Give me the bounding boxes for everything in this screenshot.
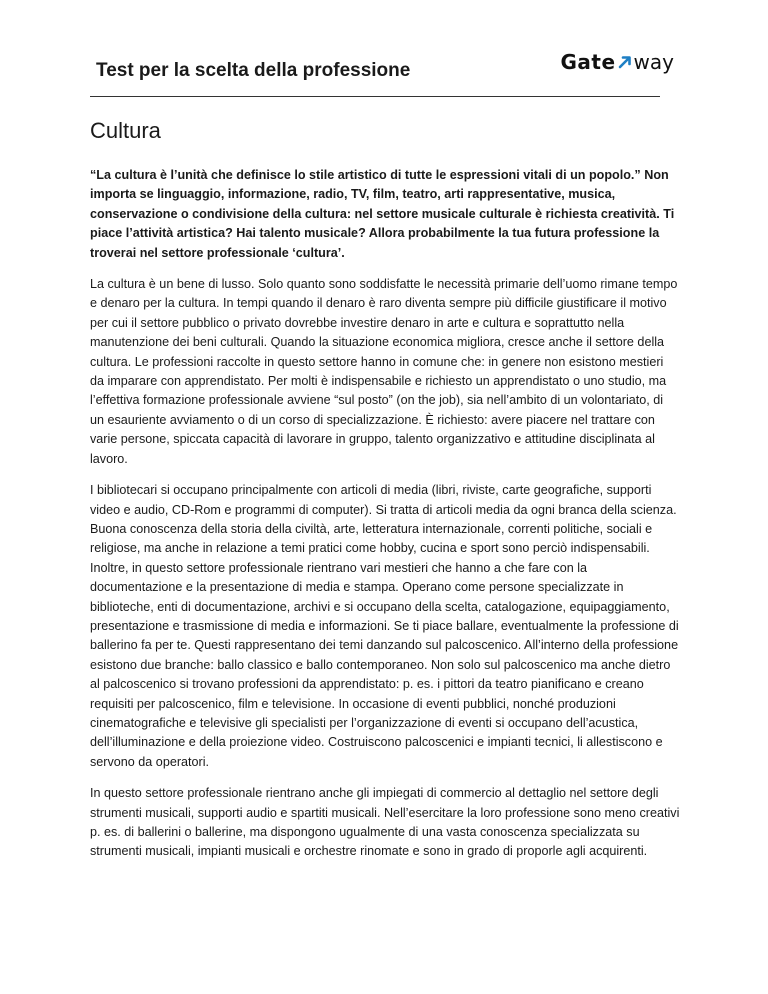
section-title: Cultura: [90, 118, 161, 143]
body-paragraph-2: I bibliotecari si occupano principalmente con articoli di media (libri, riviste, carte geografiche, supporti video e audio, CD-Rom e programmi di computer). Si tratta di articoli media da ogni branca della scienza. Buona conoscenza della storia della civiltà, arte, letteratura internazionale, correnti politiche, sociali e religiose, ma anche in relazione a temi pratici come hobby, cucina e sport sono perciò indispensabili. Inoltre, in questo settore professionale rientrano vari mestieri che hanno a che fare con la documentazione e la presentazione di media e stampa. Operano come persone specializzate in biblioteche, enti di documentazione, archivi e si occupano della scelta, catalogazione, equipaggiamento, presentazione e trasmissione di media e informazioni. Se ti piace ballare, eventualmente la professione di ballerino fa per te. Questi rappresentano dei temi danzando sul palcoscenico. All’interno della professione esistono due branche: ballo classico e ballo contemporaneo. Non solo sul palcoscenico ma anche dietro al palcoscenico si trovano professioni da apprendistato: p. es. i pittori da teatro pianificano e creano requisiti per palcoscenico, film e televisione. In occasione di eventi pubblici, nonché produzioni cinematografiche e televisive gli specialisti per l’organizzazione di eventi si occupano dell’acustica, dell’illuminazione e della proiezione video. Costruiscono palcoscenici e impianti tecnici, li allestiscono e servono da operatori.: [90, 483, 679, 769]
body-paragraph-3: In questo settore professionale rientrano anche gli impiegati di commercio al dettaglio nel settore degli strumenti musicali, supporti audio e spartiti musicali. Nell’esercitare la loro professione sono meno creativi p. es. di ballerini o ballerine, ma dispongono ugualmente di una vasta conoscenza specializzata su strumenti musicali, impianti musicali e orchestre rinomate e sono in grado di proporle agli acquirenti.: [90, 786, 680, 859]
page-header: [90, 40, 674, 100]
body-paragraph-1: La cultura è un bene di lusso. Solo quanto sono soddisfatte le necessità primarie dell’uomo rimane tempo e denaro per la cultura. In tempi quando il denaro è raro diventa sempre più difficile giustificare il motivo per cui il settore pubblico o privato dovrebbe investire denaro in arte e cultura e soprattutto nella manutenzione dei beni culturali. Quando la situazione economica migliora, cresce anche il settore della cultura. Le professioni raccolte in questo settore hanno in comune che: in genere non esistono mestieri da imparare con apprendistato. Per molti è indispensabile e richiesto un apprendistato o uno studio, ma l’effettiva formazione professionale avviene “sul posto” (on the job), sia nell’ambito di un volontariato, di un esauriente avviamento o di un corso di specializzazione. È richiesto: avere piacere nel trattare con varie persone, spiccata capacità di lavorare in gruppo, talento organizzativo e attitudine disciplinata al lavoro.: [90, 277, 678, 466]
logo-text-gate: Gate: [560, 50, 616, 74]
logo-text-way: way: [633, 50, 674, 74]
gateway-logo: [561, 47, 675, 77]
arrow-up-right-icon: [617, 54, 633, 70]
document-title: Test per la scelta della professione: [96, 60, 411, 81]
document-body: [90, 112, 680, 874]
intro-paragraph: “La cultura è l’unità che definisce lo stile artistico di tutte le espressioni vitali di un popolo.” Non importa se linguaggio, informazione, radio, TV, film, teatro, arti rappresentative, musica, conservazione o condivisione della cultura: nel settore musicale culturale è richiesta creatività. Ti piace l’attività artistica? Hai talento musicale? Allora probabilmente la tua futura professione la troverai nel settore professionale ‘cultura’.: [90, 168, 675, 260]
header-divider: [90, 96, 660, 97]
